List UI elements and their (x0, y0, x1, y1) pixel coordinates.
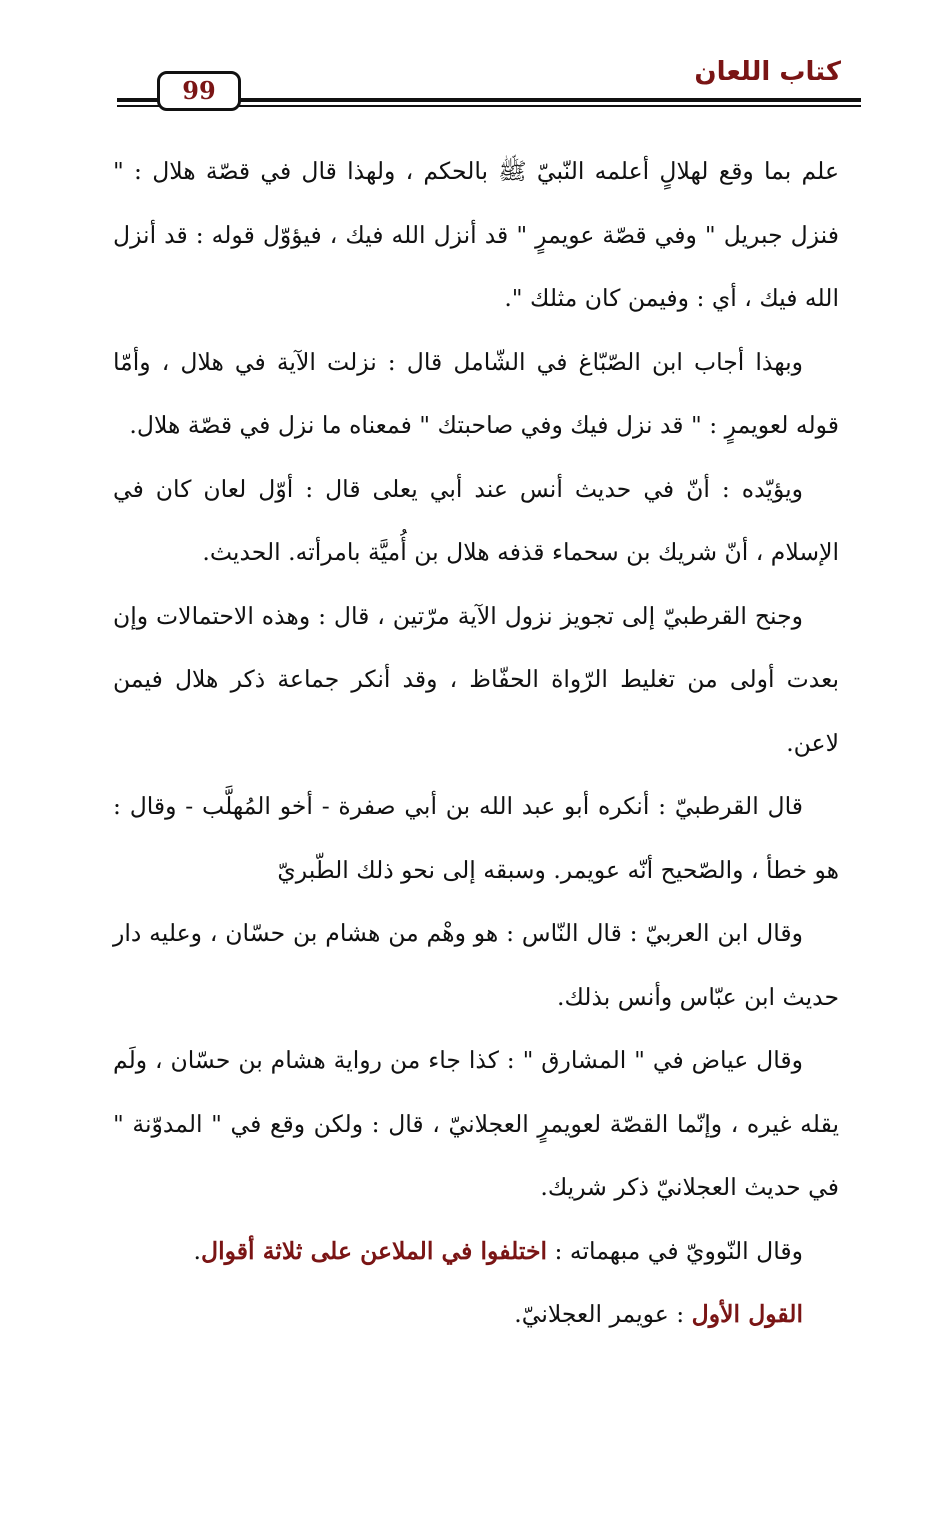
paragraph-3: ويؤيّده : أنّ في حديث أنس عند أبي يعلى قال : أوّل لعان كان في الإسلام ، أنّ شريك بن سحماء قذفه هلال بن أُميَّة بامرأته. الحديث. (113, 474, 839, 566)
paragraph-7: وقال عياض في " المشارق " : كذا جاء من رواية هشام بن حسّان ، ولَم يقله غيره ، وإنّما القصّة لعويمرٍ العجلانيّ ، قال : ولكن وقع في " المدوّنة " في حديث العجلانيّ ذكر شريك. (113, 1046, 839, 1201)
page-number: 99 (157, 71, 241, 111)
paragraph-8-end: . (193, 1236, 201, 1265)
highlight-three-opinions: اختلفوا في الملاعن على ثلاثة أقوال (201, 1236, 548, 1265)
paragraph-9 (113, 1283, 839, 1347)
paragraph-5: قال القرطبيّ : أنكره أبو عبد الله بن أبي صفرة - أخو المُهلَّب - وقال : هو خطأ ، والصّحيح أنّه عويمر. وسبقه إلى نحو ذلك الطّبريّ (113, 792, 839, 884)
book-title: كتاب اللعان (694, 57, 841, 87)
highlight-first-opinion: القول الأول (691, 1300, 803, 1328)
paragraph-2: وبهذا أجاب ابن الصّبّاغ في الشّامل قال : نزلت الآية في هلال ، وأمّا قوله لعويمرٍ : " قد نزل فيك وفي صاحبتك " فمعناه ما نزل في قصّة هلال. (113, 347, 839, 439)
paragraph-4: وجنح القرطبيّ إلى تجويز نزول الآية مرّتين ، قال : وهذه الاحتمالات وإن بعدت أولى من تغليط الرّواة الحفّاظ ، وقد أنكر جماعة ذكر هلال فيمن لاعن. (113, 601, 839, 757)
paragraph-8-intro: وقال النّوويّ في مبهماته : (547, 1236, 803, 1265)
paragraph-9-text: : عويمر العجلانيّ. (514, 1300, 692, 1328)
paragraph-8 (113, 1220, 839, 1284)
paragraph-1: علم بما وقع لهلالٍ أعلمه النّبيّ ﷺ بالحكم ، ولهذا قال في قصّة هلال : " فنزل جبريل " وفي قصّة عويمرٍ " قد أنزل الله فيك ، فيؤوّل قوله : قد أنزل الله فيك ، أي : وفيمن كان مثلك ". (113, 157, 839, 312)
page-header (0, 0, 945, 125)
page-body (113, 140, 839, 1347)
paragraph-6: وقال ابن العربيّ : قال النّاس : هو وهْم من هشام بن حسّان ، وعليه دار حديث ابن عبّاس وأنس بذلك. (113, 919, 839, 1011)
